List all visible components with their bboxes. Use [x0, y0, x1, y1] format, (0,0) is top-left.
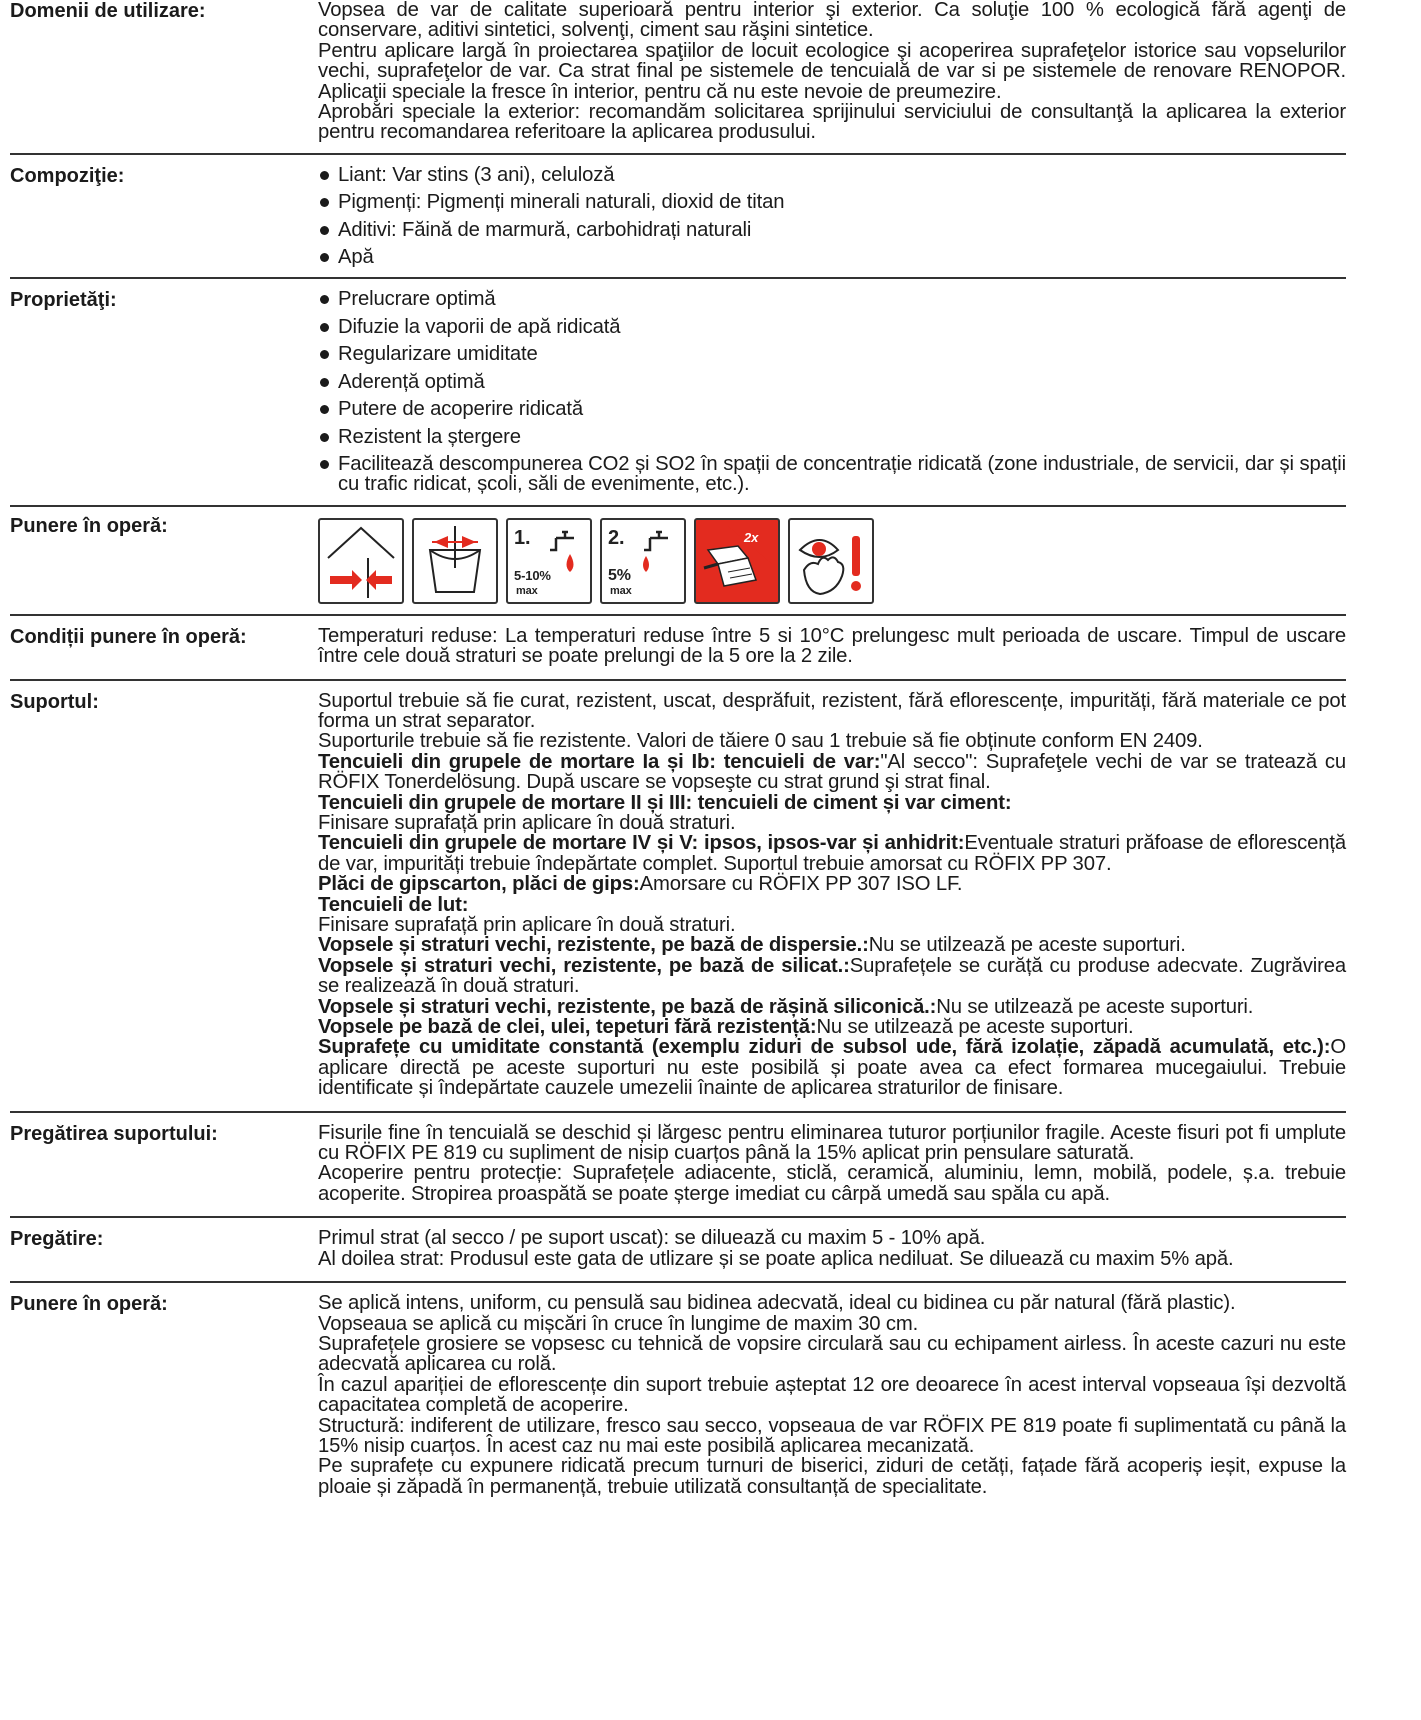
mixing-bucket-icon	[412, 518, 498, 604]
coats-count: 2x	[744, 529, 759, 545]
section-content	[318, 691, 1346, 1099]
paragraph	[318, 833, 1346, 874]
section-label: Pregătirea suportului:	[10, 1122, 218, 1145]
subheading: Tencuieli din grupele de mortare IV și V: ipsos, ipsos-var și anhidrit:	[318, 832, 965, 855]
list-item: Difuzie la vaporii de apă ridicată	[318, 317, 1346, 337]
subheading: Plăci de gipscarton, plăci de gips:	[318, 873, 640, 896]
application-icons	[318, 515, 1346, 608]
paragraph-text: Nu se utilzează pe aceste suporturi.	[936, 995, 1254, 1018]
house-arrows-icon	[324, 524, 398, 598]
section-content	[318, 0, 1346, 143]
paragraph-text: Eventuale straturi prăfoase de eflorescență de var, impurități trebuie îndepărtate complet. Suportul trebuie amorsat cu RÖFIX PP 307.	[318, 832, 1346, 875]
first-coat-dilution-icon	[506, 518, 592, 604]
section-compozitie	[10, 153, 1346, 278]
list-item: Apă	[318, 247, 1346, 267]
paragraph: Structură: indiferent de utilizare, fresco sau secco, vopseaua de var RÖFIX PE 819 poate fi suplimentată cu până la 15% nisip cuarțos. În acest caz nu mai este posibilă aplicarea mecanizată.	[318, 1414, 1346, 1457]
subheading: Suprafețe cu umiditate constantă (exemplu ziduri de subsol ude, fără izolație, zăpadă acumulată, etc.):	[318, 1036, 1331, 1059]
section-suportul	[10, 679, 1346, 1111]
paragraph	[318, 1037, 1346, 1098]
paragraph-text: "Al secco": Suprafeţele vechi de var se tratează cu RÖFIX Tonerdelösung. După uscare se vopseşte cu strat grund şi strat final.	[318, 750, 1346, 794]
max-label: max	[610, 584, 632, 597]
brush-two-coats-icon	[694, 518, 780, 604]
paragraph-text: Suprafețele se curăță cu produse adecvate. Zugrăvirea se realizează în două straturi.	[318, 954, 1347, 998]
section-punere	[10, 1281, 1346, 1497]
section-content	[318, 626, 1346, 667]
subheading: Tencuieli din grupele de mortare Ia și Ib: tencuieli de var:	[318, 750, 881, 773]
section-label: Suportul:	[10, 690, 99, 713]
eye-hand-protection-icon	[788, 518, 874, 604]
section-pregatirea-suportului	[10, 1111, 1346, 1217]
paragraph: Aprobări speciale la exterior: recomandăm solicitarea sprijinului serviciului de consultanţă la aplicarea la exterior pentru recomandarea referitoare la aplicarea produsului.	[318, 101, 1346, 144]
section-content	[318, 1123, 1346, 1205]
subheading: Tencuieli din grupele de mortare II și III: tencuieli de ciment și var ciment:	[318, 791, 1012, 814]
paragraph: Al doilea strat: Produsul este gata de utlizare și se poate aplica nediluat. Se diluează cu maxim 5% apă.	[318, 1247, 1234, 1270]
paragraph: Temperaturi reduse: La temperaturi reduse între 5 si 10°C prelungesc mult perioada de uscare. Timpul de uscare între cele două straturi se poate prelungi de la 5 ore la 2 zile.	[318, 624, 1346, 668]
paragraph: În cazul apariției de eflorescențe din suport trebuie așteptat 12 ore deoarece în acest interval vopseaua își dezvoltă capacitatea completă de acoperire.	[318, 1373, 1346, 1417]
paragraph: Fisurile fine în tencuială se deschid și lărgesc pentru eliminarea tuturor porțiunilor fragile. Aceste fisuri pot fi umplute cu RÖFIX PE 819 cu supliment de nisip cuarțos până la 15% aplicat prin pensulare saturată.	[318, 1121, 1346, 1165]
section-label: Compoziţie:	[10, 164, 125, 187]
list-item: Pigmenți: Pigmenți minerali naturali, dioxid de titan	[318, 192, 1346, 212]
section-label: Pregătire:	[10, 1228, 104, 1251]
section-content	[318, 1228, 1346, 1269]
list-item: Rezistent la ștergere	[318, 427, 1346, 447]
section-conditii	[10, 614, 1346, 679]
list-item: Regularizare umiditate	[318, 344, 1346, 364]
list-item: Liant: Var stins (3 ani), celuloză	[318, 165, 1346, 185]
list-item: Aditivi: Făină de marmură, carbohidrați naturali	[318, 220, 1346, 240]
section-label: Punere în operă:	[10, 1293, 168, 1316]
section-label: Condiții punere în operă:	[10, 625, 247, 648]
subheading: Tencuieli de lut:	[318, 893, 469, 916]
paragraph: Pe suprafețe cu expunere ridicată precum turnuri de biserici, ziduri de cetăți, fațade fără acoperiș ieșit, expuse la ploaie și zăpadă în permanență, trebuie utilizată consultanță de specialitate.	[318, 1455, 1346, 1498]
paragraph: Acoperire pentru protecție: Suprafețele adiacente, sticlă, ceramică, aluminiu, lemn, mobilă, podele, ș.a. trebuie acoperite. Stropirea proaspătă se poate șterge imediat cu cârpă umedă sau spăla cu apă.	[318, 1162, 1346, 1205]
section-label: Punere în operă:	[10, 514, 168, 537]
paragraph-text: Nu se utilzează pe aceste suporturi.	[868, 934, 1186, 957]
subheading: Vopsele și straturi vechi, rezistente, pe bază de silicat.:	[318, 954, 850, 977]
paragraph: Finisare suprafață prin aplicare în două straturi.	[318, 914, 736, 936]
section-content	[318, 1293, 1346, 1497]
section-label: Proprietăţi:	[10, 289, 117, 312]
step-number: 2.	[608, 526, 625, 549]
list-item: Prelucrare optimă	[318, 289, 1346, 309]
paragraph	[318, 895, 1346, 915]
paragraph: Suportul trebuie să fie curat, rezistent, uscat, desprăfuit, rezistent, fără eflorescențe, impurități, fără materiale ce pot forma un strat separator.	[318, 689, 1346, 732]
paragraph: Primul strat (al secco / pe suport uscat): se diluează cu maxim 5 - 10% apă.	[318, 1227, 986, 1250]
section-label: Domenii de utilizare:	[10, 0, 206, 22]
paragraph: Suprafețele grosiere se vopsesc cu tehnică de vopsire circulară sau cu echipament airless. În aceste cazuri nu este adecvată aplicarea cu rolă.	[318, 1332, 1346, 1376]
subheading: Vopsele și straturi vechi, rezistente, pe bază de rășină siliconică.:	[318, 995, 937, 1018]
paragraph: Se aplică intens, uniform, cu pensulă sau bidinea adecvată, ideal cu bidinea cu păr natural (fără plastic).	[318, 1292, 1236, 1315]
section-content	[318, 289, 1346, 496]
paragraph: Finisare suprafață prin aplicare în două straturi.	[318, 811, 736, 834]
list-item: Aderență optimă	[318, 372, 1346, 392]
bullet-list	[318, 289, 1346, 494]
second-coat-dilution-icon	[600, 518, 686, 604]
list-item: Facilitează descompunerea CO2 și SO2 în spații de concentrație ridicată (zone industriale, de servicii, dar și spații cu trafic ridicat, școli, săli de evenimente, etc.).	[318, 454, 1346, 495]
paragraph	[318, 935, 1346, 955]
paragraph: Pentru aplicare largă în proiectarea spaţiilor de locuit ecologice şi acoperirea suprafeţelor istorice sau vopselurilor vechi, suprafeţelor de var. Ca strat final pe sistemele de tencuială de var si pe sistemele de renovare RENOPOR. Aplicaţii speciale la fresce în interior, pentru că nu este nevoie de preumezire.	[318, 39, 1346, 103]
section-proprietati	[10, 277, 1346, 504]
paragraph: Suporturile trebuie să fie rezistente. Valori de tăiere 0 sau 1 trebuie să fie obținute conform EN 2409.	[318, 730, 1203, 753]
paragraph	[318, 1017, 1346, 1037]
step-number: 1.	[514, 526, 531, 549]
subheading: Vopsele pe bază de clei, ulei, tepeturi fără rezistență:	[318, 1016, 817, 1039]
bullet-list	[318, 165, 1346, 268]
paragraph	[318, 956, 1346, 997]
section-pregatire	[10, 1216, 1346, 1281]
list-item: Putere de acoperire ridicată	[318, 399, 1346, 419]
paragraph-text: Nu se utilzează pe aceste suporturi.	[816, 1016, 1134, 1039]
max-label: max	[516, 584, 538, 597]
paragraph	[318, 997, 1346, 1017]
paragraph: Vopseaua se aplică cu mișcări în cruce în lungime de maxim 30 cm.	[318, 1312, 919, 1335]
dilution-value: 5%	[608, 566, 631, 584]
section-punere-icons	[10, 505, 1346, 614]
subheading: Vopsele și straturi vechi, rezistente, pe bază de dispersie.:	[318, 934, 869, 957]
paragraph	[318, 752, 1346, 793]
paragraph	[318, 874, 1346, 894]
paragraph-text: O aplicare directă pe aceste suporturi nu este posibilă și poate avea ca efect formarea mucegaiului. Trebuie identificate și îndepărtate cauzele umezelii înainte de aplicarea straturilor de finisare.	[318, 1036, 1346, 1100]
dilution-value: 5-10%	[514, 567, 551, 583]
paragraph: Vopsea de var de calitate superioară pentru interior şi exterior. Ca soluţie 100 % ecologică fără agenţi de conservare, aditivi sintetici, solvenţi, ciment sau răşini sintetice.	[318, 0, 1346, 42]
section-domenii	[10, 0, 1346, 153]
paragraph-text: Amorsare cu RÖFIX PP 307 ISO LF.	[639, 873, 963, 896]
section-content	[318, 165, 1346, 270]
paragraph	[318, 793, 1346, 813]
section-content	[318, 515, 1346, 608]
interior-exterior-icon	[318, 518, 404, 604]
